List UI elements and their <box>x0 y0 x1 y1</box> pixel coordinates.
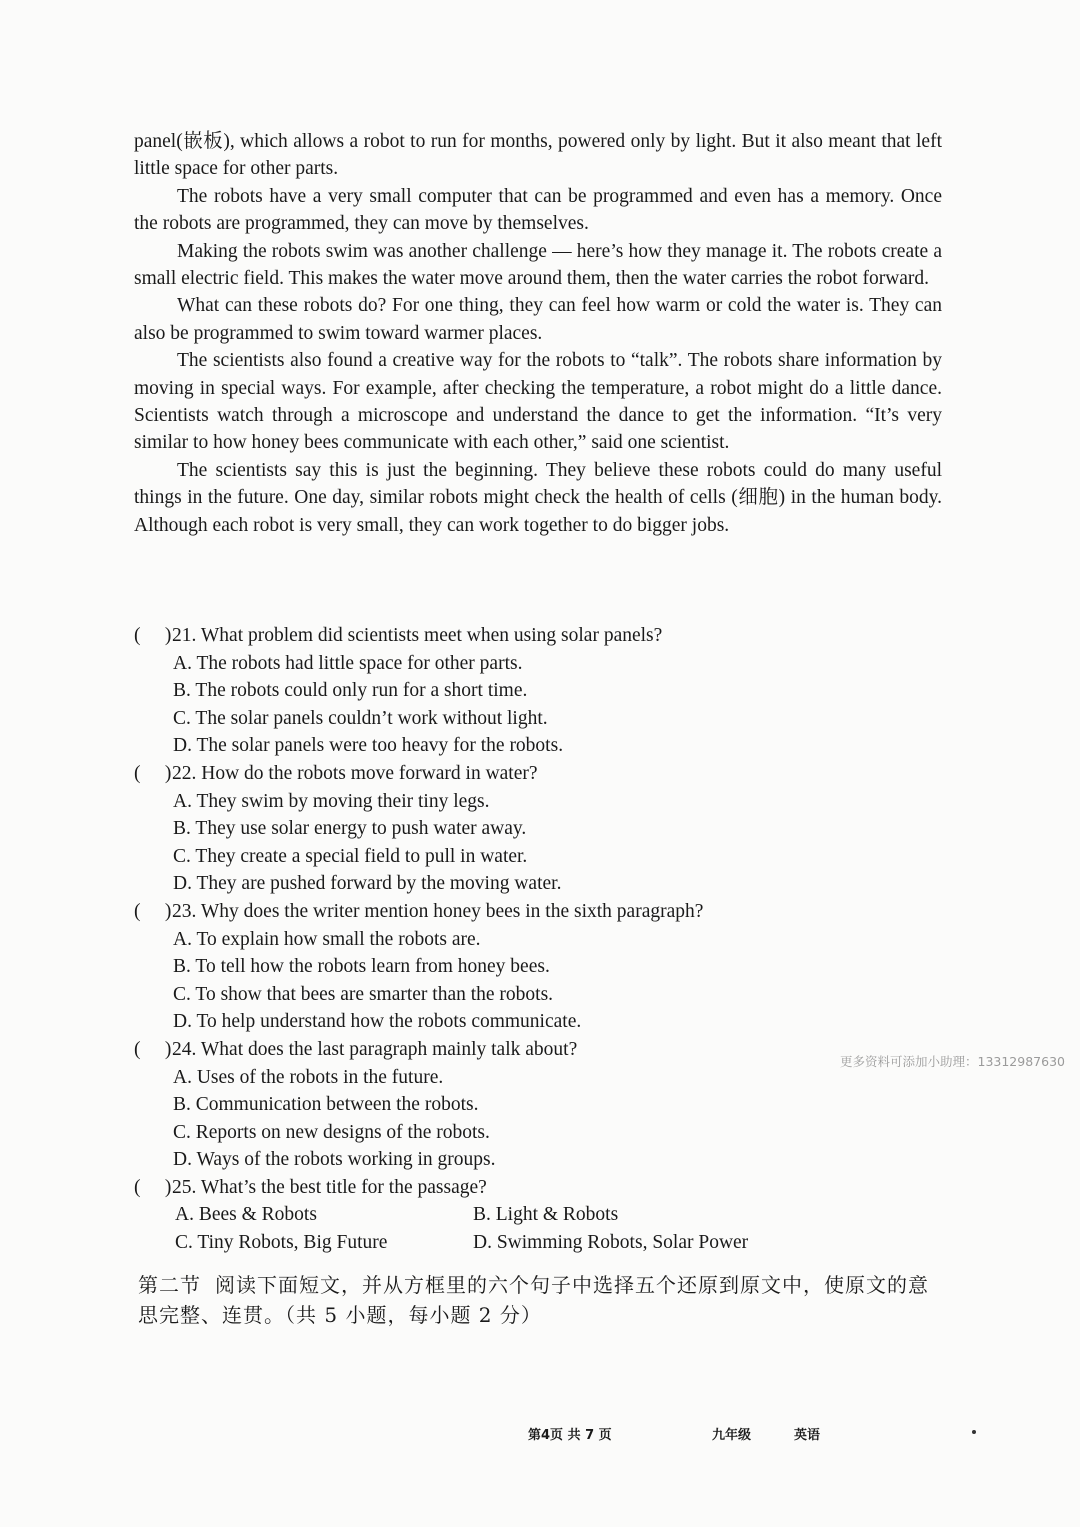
subject-label: 英语 <box>794 1428 821 1443</box>
option-d: D. To help understand how the robots communicate. <box>173 1011 582 1033</box>
option-d: D. The solar panels were too heavy for the robots. <box>173 735 564 757</box>
question-stem: 24. What does the last paragraph mainly talk about? <box>172 1038 578 1060</box>
question-24 <box>134 1036 942 1174</box>
answer-bracket: ( ) <box>134 1176 172 1198</box>
page-number: 第4页 共 7 页 <box>528 1428 612 1443</box>
question-23 <box>134 898 942 1036</box>
option-b: B. They use solar energy to push water away. <box>173 818 527 840</box>
grade-label: 九年级 <box>712 1428 752 1443</box>
option-b: B. To tell how the robots learn from honey bees. <box>173 956 550 978</box>
passage-paragraph: What can these robots do? For one thing, they can feel how warm or cold the water is. They can also be programmed to swim toward warmer places. <box>134 295 942 344</box>
section-instruction-text: 阅读下面短文，并从方框里的六个句子中选择五个还原到原文中，使原文的意思完整、连贯。（共 5 小题，每小题 2 分） <box>138 1273 929 1327</box>
answer-bracket: ( ) <box>134 900 172 922</box>
option-c: C. To show that bees are smarter than the robots. <box>173 983 554 1005</box>
passage-paragraph: Making the robots swim was another challenge — here’s how they manage it. The robots create a small electric field. This makes the water move around them, then the water carries the robot forward. <box>134 240 942 290</box>
option-a: A. To explain how small the robots are. <box>173 928 481 950</box>
question-22 <box>134 760 942 898</box>
answer-bracket: ( ) <box>134 1038 172 1060</box>
option-c: C. The solar panels couldn’t work without light. <box>173 707 548 729</box>
option-b: B. The robots could only run for a short time. <box>173 680 528 702</box>
question-stem: 23. Why does the writer mention honey bees in the sixth paragraph? <box>172 900 704 922</box>
answer-bracket: ( ) <box>134 762 172 784</box>
section-two-instruction <box>138 1270 948 1330</box>
option-d: D. Swimming Robots, Solar Power <box>473 1232 749 1254</box>
question-stem: 25. What’s the best title for the passage? <box>172 1176 487 1198</box>
passage-paragraph: The robots have a very small computer that can be programmed and even has a memory. Once the robots are programmed, they can move by themselves. <box>134 185 942 235</box>
passage-paragraph: panel(嵌板), which allows a robot to run for months, powered only by light. But it also meant that left little space for other parts. <box>134 131 942 180</box>
option-a: A. Bees & Robots <box>175 1204 317 1226</box>
option-c: C. They create a special field to pull in water. <box>173 845 528 867</box>
passage-paragraph: The scientists say this is just the beginning. They believe these robots could do many useful things in the future. One day, similar robots might check the health of cells (细胞) in the human body. Although each robot is very small, they can work together to do bigger jobs. <box>134 459 942 536</box>
question-stem: 21. What problem did scientists meet when using solar panels? <box>172 625 663 646</box>
option-a: A. They swim by moving their tiny legs. <box>173 790 490 812</box>
option-d: D. They are pushed forward by the moving water. <box>173 873 562 895</box>
option-b: B. Communication between the robots. <box>173 1094 479 1116</box>
scan-speck <box>972 1430 976 1434</box>
answer-bracket: ( ) <box>134 625 172 646</box>
question-25 <box>134 1174 942 1257</box>
section-title: 第二节 <box>138 1273 201 1297</box>
question-list <box>134 622 942 1257</box>
option-c: C. Reports on new designs of the robots. <box>173 1121 490 1143</box>
option-d: D. Ways of the robots working in groups. <box>173 1149 496 1171</box>
reading-passage <box>134 128 942 539</box>
option-a: A. Uses of the robots in the future. <box>173 1066 444 1088</box>
passage-paragraph: The scientists also found a creative way for the robots to “talk”. The robots share information by moving in special ways. For example, after checking the temperature, a robot might do a little dance. Scientists watch through a microscope and understand the dance to get the information. “It’s very similar to how honey bees communicate with each other,” said one scientist. <box>134 350 942 454</box>
watermark-text: 更多资料可添加小助理：13312987630 <box>840 1054 1065 1069</box>
option-c: C. Tiny Robots, Big Future <box>175 1232 388 1254</box>
option-b: B. Light & Robots <box>473 1204 619 1226</box>
question-stem: 22. How do the robots move forward in water? <box>172 762 538 784</box>
option-a: A. The robots had little space for other parts. <box>173 652 523 674</box>
question-21 <box>134 622 942 760</box>
page-footer <box>0 1424 1080 1444</box>
